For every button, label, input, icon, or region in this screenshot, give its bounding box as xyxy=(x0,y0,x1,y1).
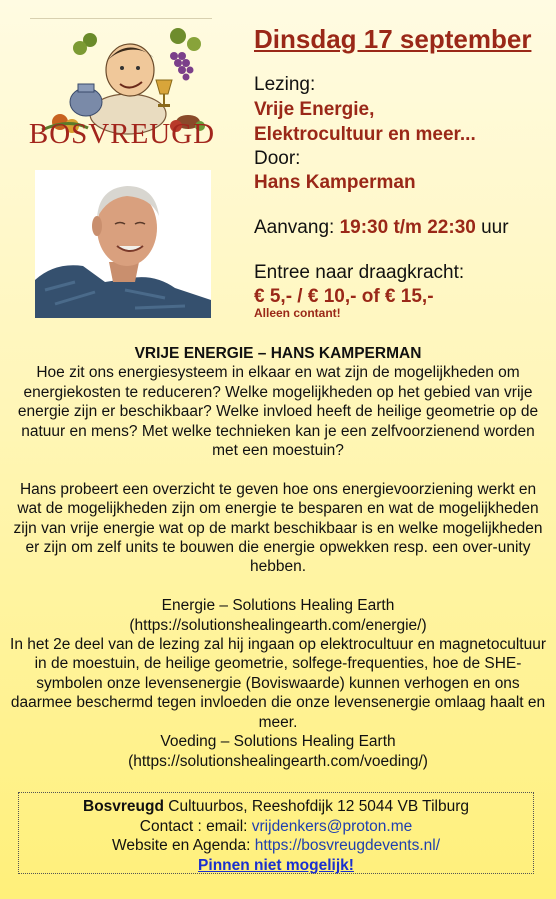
link2-url[interactable]: (https://solutionshealingearth.com/voeding/) xyxy=(128,752,428,770)
lecture-label: Lezing: xyxy=(254,74,316,95)
start-time: 19:30 t/m 22:30 xyxy=(339,217,476,238)
link1-url[interactable]: (https://solutionshealingearth.com/energie/) xyxy=(129,616,427,634)
lecture-title-line1: Vrije Energie, xyxy=(254,99,375,120)
article xyxy=(10,344,546,771)
event-date: Dinsdag 17 september xyxy=(254,24,532,54)
by-label: Door: xyxy=(254,148,301,169)
article-paragraph-2: Hans probeert een overzicht te geven hoe ons energievoorziening werkt en wat de mogelijkheden zijn om energie te besparen en wat de mogelijkheden zijn van vrije energie wat op de markt beschikbaar is en welke mogelijkheden er zijn om zelf units te bouwen die energie opwekken resp. een over-unity hebben. xyxy=(13,480,543,576)
no-pin-notice: Pinnen niet mogelijk! xyxy=(198,856,354,874)
website-link[interactable]: https://bosvreugdevents.nl/ xyxy=(254,837,441,855)
contact-line xyxy=(19,817,533,837)
speaker-photo xyxy=(35,170,211,318)
link2-title: Voeding – Solutions Healing Earth xyxy=(160,733,396,751)
footer-box xyxy=(18,792,534,874)
article-heading: VRIJE ENERGIE – HANS KAMPERMAN xyxy=(134,345,422,362)
venue-name: Bosvreugd xyxy=(83,798,164,815)
logo-text: BOSVREUGD xyxy=(28,118,216,150)
contact-label: Contact : email: xyxy=(139,817,252,835)
start-unit: uur xyxy=(481,217,509,238)
email-link[interactable]: vrijdenkers@proton.me xyxy=(251,817,413,835)
logo-rule xyxy=(30,18,212,19)
link1-title: Energie – Solutions Healing Earth xyxy=(161,597,395,615)
start-time-line xyxy=(254,217,509,239)
lecture-title-line2: Elektrocultuur en meer... xyxy=(254,124,476,145)
entry-prices: € 5,- / € 10,- of € 15,- xyxy=(254,286,434,307)
venue-line xyxy=(19,797,533,817)
website-label: Website en Agenda: xyxy=(111,837,255,855)
website-line xyxy=(19,836,533,856)
venue-address: Cultuurbos, Reeshofdijk 12 5044 VB Tilburg xyxy=(163,798,469,815)
article-paragraph-3: In het 2e deel van de lezing zal hij ingaan op elektrocultuur en magnetocultuur in de moestuin, de heilige geometrie, solfege-frequenties, hoe de SHE-symbolen onze levensenergie (Boviswaarde) kunnen verhogen en ons daarmee beschermd tegen invloeden die onze levensenergie omlaag haalt en meer. xyxy=(10,636,546,731)
entry-label: Entree naar draagkracht: xyxy=(254,262,465,283)
speaker-name: Hans Kamperman xyxy=(254,172,416,193)
article-paragraph-1: Hoe zit ons energiesysteem in elkaar en wat zijn de mogelijkheden om energiekosten te reduceren? Welke mogelijkheden op het gebied van vrije energie zijn er beschikbaar? Welke invloed heeft de heilige geometrie op de natuur en mens? Met welke technieken kan je een zelfvoorzienend worden met een moestuin? xyxy=(17,364,539,460)
start-label: Aanvang: xyxy=(254,217,335,238)
cash-only-note: Alleen contant! xyxy=(254,306,341,320)
